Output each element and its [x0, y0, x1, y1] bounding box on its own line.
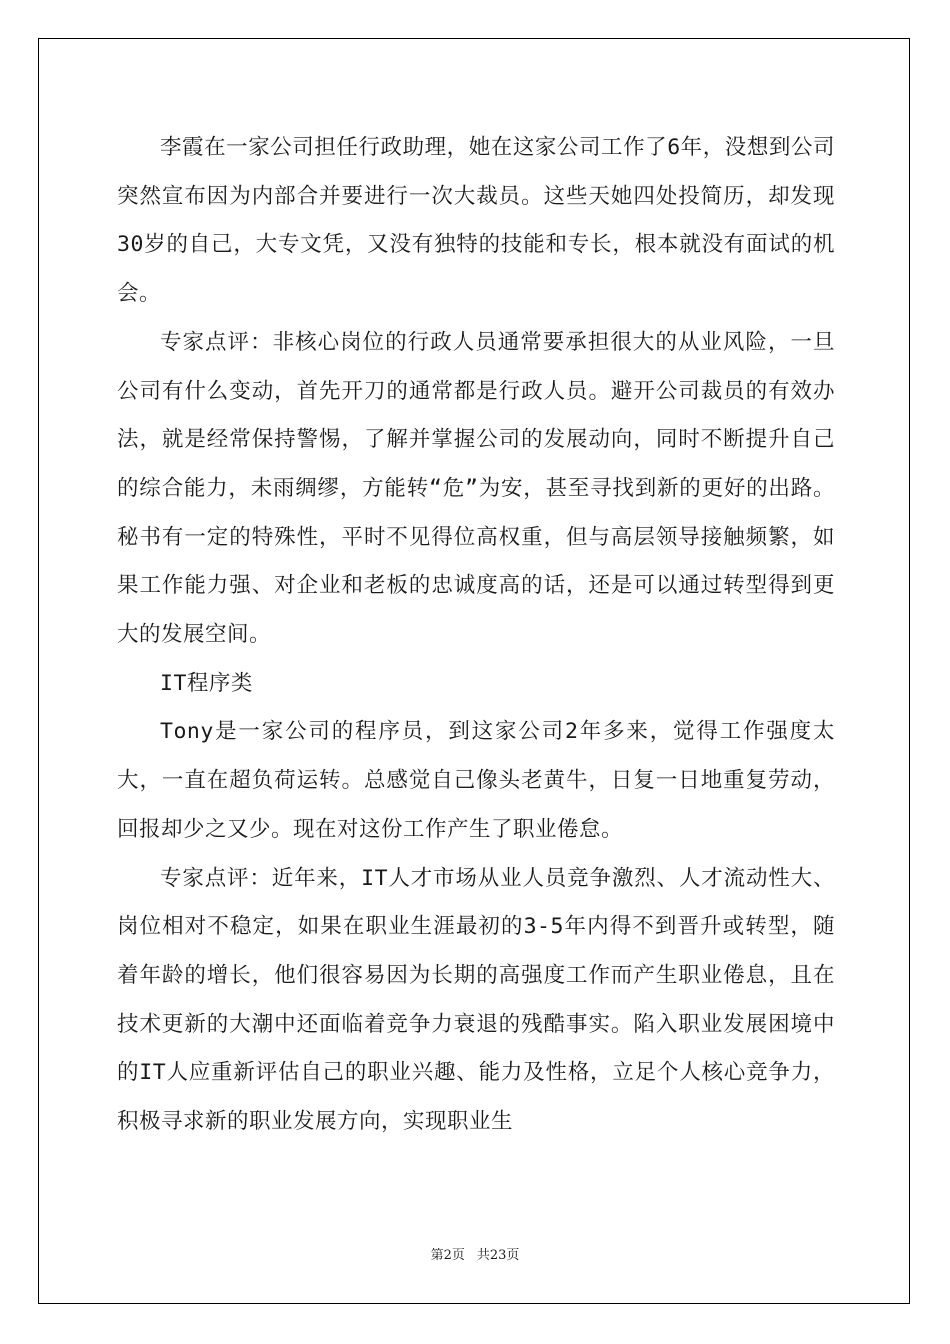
paragraph-expert-comment-admin: 专家点评：非核心岗位的行政人员通常要承担很大的从业风险，一旦公司有什么变动，首先开刀的通常都是行政人员。避开公司裁员的有效办法，就是经常保持警惕，了解并掌握公司的发展动向，同时不断提升自己的综合能力，未雨绸缪，方能转“危”为安，甚至寻找到新的更好的出路。秘书有一定的特殊性，平时不见得位高权重，但与高层领导接触频繁，如果工作能力强、对企业和老板的忠诚度高的话，还是可以通过转型得到更大的发展空间。 [117, 329, 835, 648]
page-total: 共23页 [476, 1248, 520, 1263]
paragraph-tony-case: Tony是一家公司的程序员，到这家公司2年多来，觉得工作强度太大，一直在超负荷运转。总感觉自己像头老黄牛，日复一日地重复劳动，回报却少之又少。现在对这份工作产生了职业倦怠。 [117, 719, 835, 842]
paragraph-li-xia-case: 李霞在一家公司担任行政助理，她在这家公司工作了6年，没想到公司突然宣布因为内部合并要进行一次大裁员。这些天她四处投简历，却发现30岁的自己，大专文凭，又没有独特的技能和专长，根本就没有面试的机会。 [117, 135, 835, 307]
page-number: 第2页 [430, 1248, 465, 1263]
page-footer [0, 1244, 950, 1263]
section-heading-it: IT程序类 [160, 670, 253, 696]
document-body [117, 124, 835, 1147]
paragraph-expert-comment-it: 专家点评：近年来，IT人才市场从业人员竞争激烈、人才流动性大、岗位相对不稳定，如果在职业生涯最初的3-5年内得不到晋升或转型，随着年龄的增长，他们很容易因为长期的高强度工作而产生职业倦息，且在技术更新的大潮中还面临着竞争力衰退的残酷事实。陷入职业发展困境中的IT人应重新评估自己的职业兴趣、能力及性格，立足个人核心竞争力，积极寻求新的职业发展方向，实现职业生 [117, 865, 835, 1135]
